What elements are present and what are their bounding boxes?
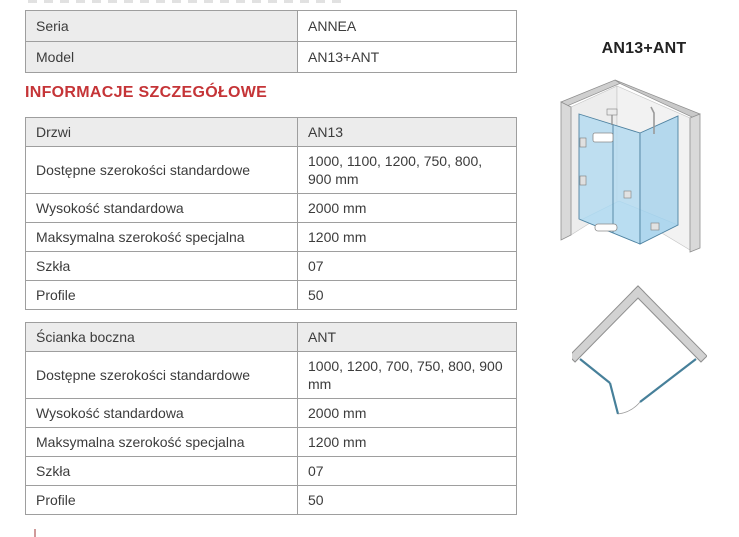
row-label-cell: Szkła (26, 457, 298, 486)
table-row (26, 194, 517, 223)
table-row (26, 252, 517, 281)
table-row (26, 486, 517, 515)
side-panel-fitting-mid (624, 191, 631, 198)
row-label-cell: Maksymalna szerokość specjalna (26, 428, 298, 457)
door-handle-plate (593, 133, 613, 142)
side-panel-fitting-bottom (651, 223, 659, 230)
left-wall-end-cap (561, 102, 571, 240)
table-row (26, 352, 517, 399)
product-top-view-diagram (572, 283, 707, 423)
row-value-cell: ANNEA (298, 11, 517, 42)
row-value-cell: 1000, 1100, 1200, 750, 800, 900 mm (298, 147, 517, 194)
product-isometric-diagram (555, 78, 715, 263)
top-view-left-wall-fill (575, 292, 638, 356)
row-value-cell: 1200 mm (298, 223, 517, 252)
top-view-door-open-leaf (610, 383, 618, 414)
door-towel-bar (595, 224, 617, 231)
table-row (26, 147, 517, 194)
row-label-cell: Model (26, 42, 298, 73)
row-value-cell: 50 (298, 281, 517, 310)
table-row (26, 399, 517, 428)
row-label-cell: Maksymalna szerokość specjalna (26, 223, 298, 252)
table-title-cell: Drzwi (26, 118, 298, 147)
row-value-cell: AN13+ANT (298, 42, 517, 73)
door-swing-arc (618, 402, 640, 414)
row-value-cell: 1200 mm (298, 428, 517, 457)
wall-hinge-lower (580, 176, 586, 185)
table-header-row (26, 323, 517, 352)
row-value-cell: 2000 mm (298, 399, 517, 428)
table-row (26, 281, 517, 310)
row-value-cell: 07 (298, 252, 517, 281)
row-value-cell: 2000 mm (298, 194, 517, 223)
row-label-cell: Profile (26, 281, 298, 310)
row-label-cell: Wysokość standardowa (26, 194, 298, 223)
product-model-label: AN13+ANT (601, 40, 687, 57)
wall-hinge-upper (580, 138, 586, 147)
table-row (26, 457, 517, 486)
table-row (26, 223, 517, 252)
row-value-cell: 50 (298, 486, 517, 515)
top-view-side-panel-glass (640, 359, 696, 402)
table-header-row (26, 118, 517, 147)
table-row (26, 428, 517, 457)
top-view-door-fixed-segment (580, 359, 610, 383)
section-heading: INFORMACJE SZCZEGÓŁOWE (25, 84, 268, 101)
cropped-content-artifact-bottom (34, 529, 36, 537)
row-label-cell: Szkła (26, 252, 298, 281)
row-label-cell: Dostępne szerokości standardowe (26, 352, 298, 399)
top-view-right-wall-fill (638, 292, 701, 356)
table-title-cell: Ścianka boczna (26, 323, 298, 352)
table-model-cell: ANT (298, 323, 517, 352)
door-spec-table (25, 117, 517, 310)
table-row (26, 11, 517, 42)
row-label-cell: Wysokość standardowa (26, 399, 298, 428)
table-row (26, 42, 517, 73)
door-hinge-bracket (607, 109, 617, 115)
row-label-cell: Profile (26, 486, 298, 515)
row-value-cell: 1000, 1200, 700, 750, 800, 900 mm (298, 352, 517, 399)
summary-table (25, 10, 517, 73)
row-label-cell: Dostępne szerokości standardowe (26, 147, 298, 194)
row-value-cell: 07 (298, 457, 517, 486)
right-wall-end-cap (690, 114, 700, 252)
side-wall-spec-table (25, 322, 517, 515)
row-label-cell: Seria (26, 11, 298, 42)
cropped-content-artifact-top (28, 0, 346, 3)
table-model-cell: AN13 (298, 118, 517, 147)
